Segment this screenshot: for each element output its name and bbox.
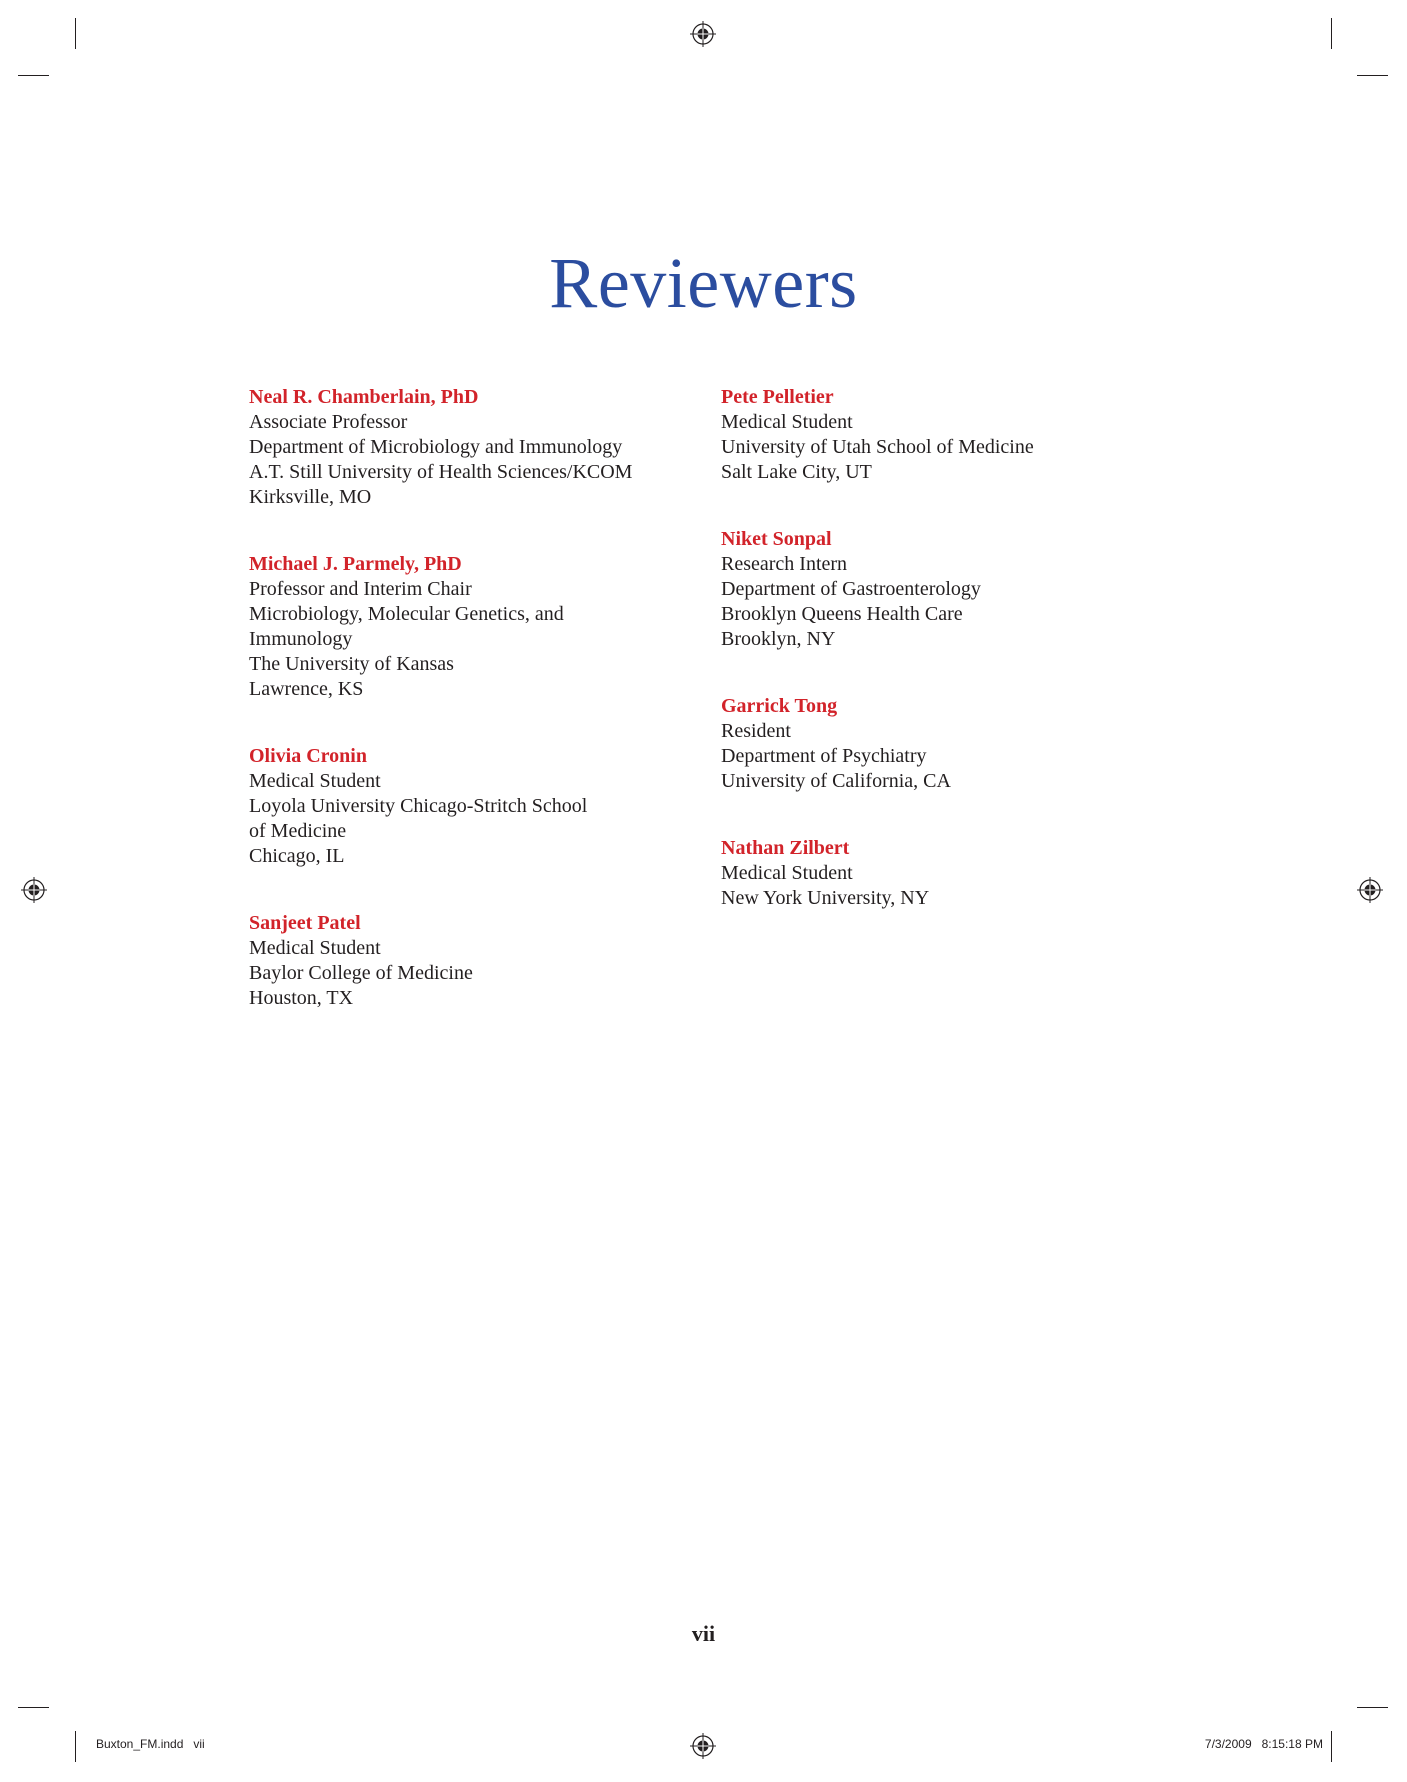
registration-mark-icon — [1357, 877, 1383, 903]
crop-mark-bottom-right-horizontal — [1357, 1707, 1388, 1708]
reviewer-detail: New York University, NY — [721, 887, 930, 909]
reviewer-detail: Loyola University Chicago-Stritch School — [249, 795, 588, 817]
reviewer-name: Michael J. Parmely, PhD — [249, 553, 462, 575]
crop-mark-top-right-horizontal — [1357, 75, 1388, 76]
reviewer-detail: Salt Lake City, UT — [721, 461, 872, 483]
reviewer-detail: Immunology — [249, 628, 353, 650]
page-title: Reviewers — [549, 243, 858, 323]
registration-mark-icon — [690, 1733, 716, 1759]
reviewer-detail: Resident — [721, 720, 791, 742]
reviewer-detail: Medical Student — [721, 411, 853, 433]
reviewer-entry — [249, 744, 689, 869]
crop-mark-bottom-right-vertical — [1331, 1731, 1332, 1762]
reviewer-detail: Kirksville, MO — [249, 486, 372, 508]
reviewer-detail: The University of Kansas — [249, 653, 454, 675]
reviewer-detail: University of Utah School of Medicine — [721, 436, 1034, 458]
crop-mark-bottom-left-vertical — [75, 1731, 76, 1762]
reviewer-detail: Medical Student — [721, 862, 853, 884]
reviewers-right-column — [721, 385, 1161, 953]
reviewer-detail: A.T. Still University of Health Sciences/KCOM — [249, 461, 633, 483]
reviewer-detail: Department of Psychiatry — [721, 745, 927, 767]
reviewer-detail: Baylor College of Medicine — [249, 962, 473, 984]
reviewer-detail: of Medicine — [249, 820, 347, 842]
reviewer-name: Pete Pelletier — [721, 386, 834, 408]
reviewer-detail: Department of Microbiology and Immunology — [249, 436, 623, 458]
reviewer-detail: Medical Student — [249, 937, 381, 959]
reviewer-entry — [721, 694, 1161, 794]
registration-mark-icon — [690, 21, 716, 47]
crop-mark-top-right-vertical — [1331, 18, 1332, 49]
registration-mark-icon — [21, 877, 47, 903]
reviewer-name: Sanjeet Patel — [249, 912, 361, 934]
reviewer-entry — [249, 911, 689, 1011]
reviewer-detail: Research Intern — [721, 553, 848, 575]
reviewer-entry — [721, 527, 1161, 652]
slug-filename: Buxton_FM.indd vii — [96, 1737, 205, 1751]
slug-datetime: 7/3/2009 8:15:18 PM — [1204, 1737, 1323, 1751]
crop-mark-top-left-horizontal — [18, 75, 49, 76]
reviewer-entry — [721, 385, 1161, 485]
reviewer-detail: Medical Student — [249, 770, 381, 792]
reviewer-detail: Associate Professor — [249, 411, 408, 433]
reviewer-detail: Brooklyn, NY — [721, 628, 836, 650]
reviewer-entry — [721, 836, 1161, 911]
page-number: vii — [691, 1621, 716, 1646]
reviewer-detail: Professor and Interim Chair — [249, 578, 472, 600]
reviewer-entry — [249, 385, 689, 510]
reviewer-detail: University of California, CA — [721, 770, 951, 792]
reviewer-name: Olivia Cronin — [249, 745, 367, 767]
reviewer-name: Neal R. Chamberlain, PhD — [249, 386, 479, 408]
reviewer-detail: Lawrence, KS — [249, 678, 364, 700]
reviewer-name: Garrick Tong — [721, 695, 838, 717]
reviewer-detail: Brooklyn Queens Health Care — [721, 603, 963, 625]
reviewer-name: Niket Sonpal — [721, 528, 832, 550]
crop-mark-bottom-left-horizontal — [18, 1707, 49, 1708]
reviewer-entry — [249, 552, 689, 702]
reviewers-left-column — [249, 385, 689, 1053]
crop-mark-top-left-vertical — [75, 18, 76, 49]
reviewer-detail: Department of Gastroenterology — [721, 578, 981, 600]
reviewer-detail: Houston, TX — [249, 987, 354, 1009]
reviewer-detail: Microbiology, Molecular Genetics, and — [249, 603, 564, 625]
reviewer-detail: Chicago, IL — [249, 845, 345, 867]
reviewer-name: Nathan Zilbert — [721, 837, 850, 859]
